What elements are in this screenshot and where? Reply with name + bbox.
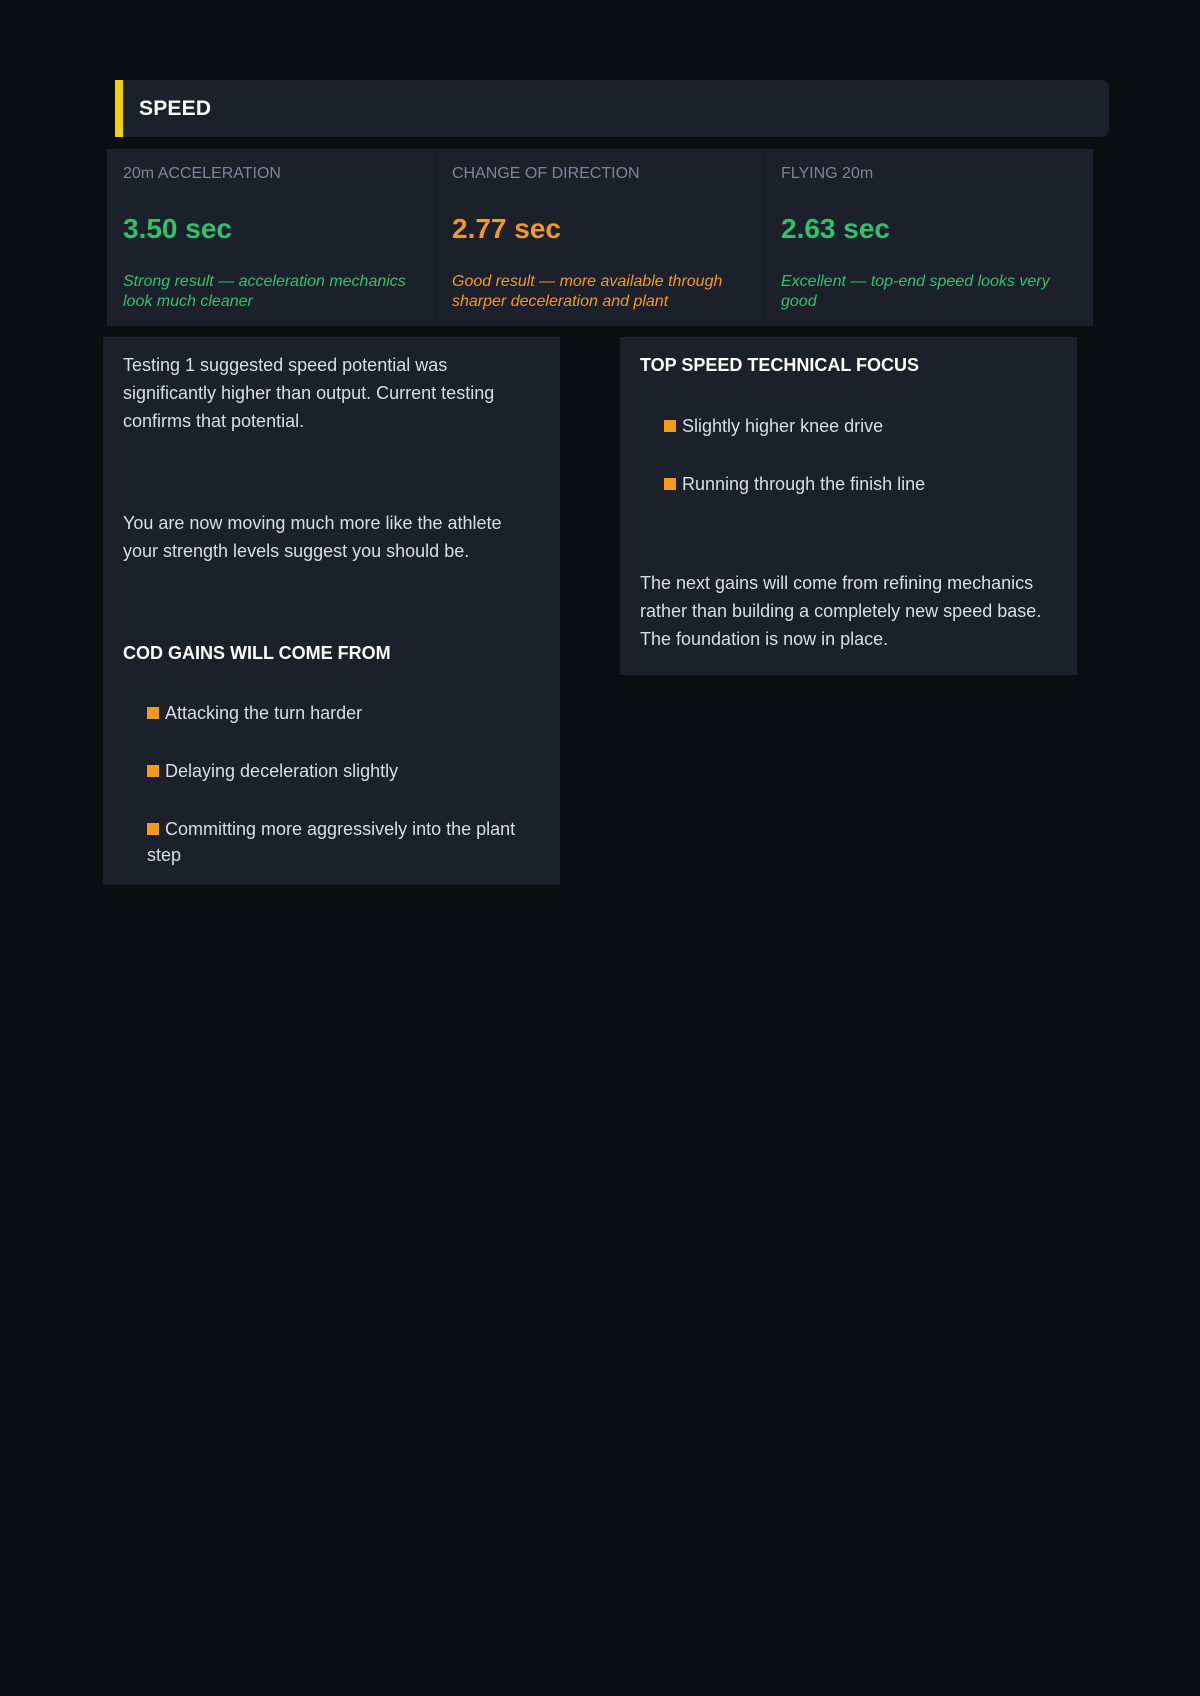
bullet-square-icon [147,707,159,719]
list-item-text: Committing more aggressively into the plant step [147,819,516,865]
bullet-square-icon [664,420,676,432]
list-item [147,816,540,868]
section-header [115,80,1109,137]
technical-focus-list [640,413,1057,497]
bullet-square-icon [147,823,159,835]
metric-note: Good result — more available through sharper deceleration and plant [452,273,723,310]
technical-focus-heading: TOP SPEED TECHNICAL FOCUS [640,355,920,375]
summary-paragraph: Testing 1 suggested speed potential was significantly higher than output. Current testing confirms that potential. [123,355,495,431]
metric-value: 3.50 sec [123,213,232,244]
cod-gains-heading: COD GAINS WILL COME FROM [123,643,391,663]
bullet-square-icon [664,478,676,490]
metric-value: 2.63 sec [781,213,890,244]
list-item-text: Running through the finish line [682,474,926,494]
metric-card-acceleration [107,149,436,326]
metric-label: CHANGE OF DIRECTION [452,165,640,182]
summary-panel [103,337,560,885]
list-item [664,471,1057,497]
metric-note: Excellent — top-end speed looks very good [781,273,1050,310]
metric-card-flying-20m [765,149,1093,326]
list-item [664,413,1057,439]
cod-gains-list [123,700,540,868]
list-item [147,700,540,726]
metric-label: 20m ACCELERATION [123,165,281,182]
summary-paragraph: You are now moving much more like the athlete your strength levels suggest you should be. [123,513,502,561]
metric-value: 2.77 sec [452,213,561,244]
list-item [147,758,540,784]
list-item-text: Attacking the turn harder [165,703,363,723]
metric-label: FLYING 20m [781,165,874,182]
metrics-row [107,149,1093,326]
metric-note: Strong result — acceleration mechanics look much cleaner [123,273,406,310]
bullet-square-icon [147,765,159,777]
list-item-text: Delaying deceleration slightly [165,761,399,781]
section-title: SPEED [139,97,212,120]
technical-focus-panel [620,337,1077,675]
metric-card-change-of-direction [436,149,765,326]
list-item-text: Slightly higher knee drive [682,416,884,436]
technical-focus-paragraph: The next gains will come from refining mechanics rather than building a completely new speed base. The foundation is now in place. [640,573,1042,649]
